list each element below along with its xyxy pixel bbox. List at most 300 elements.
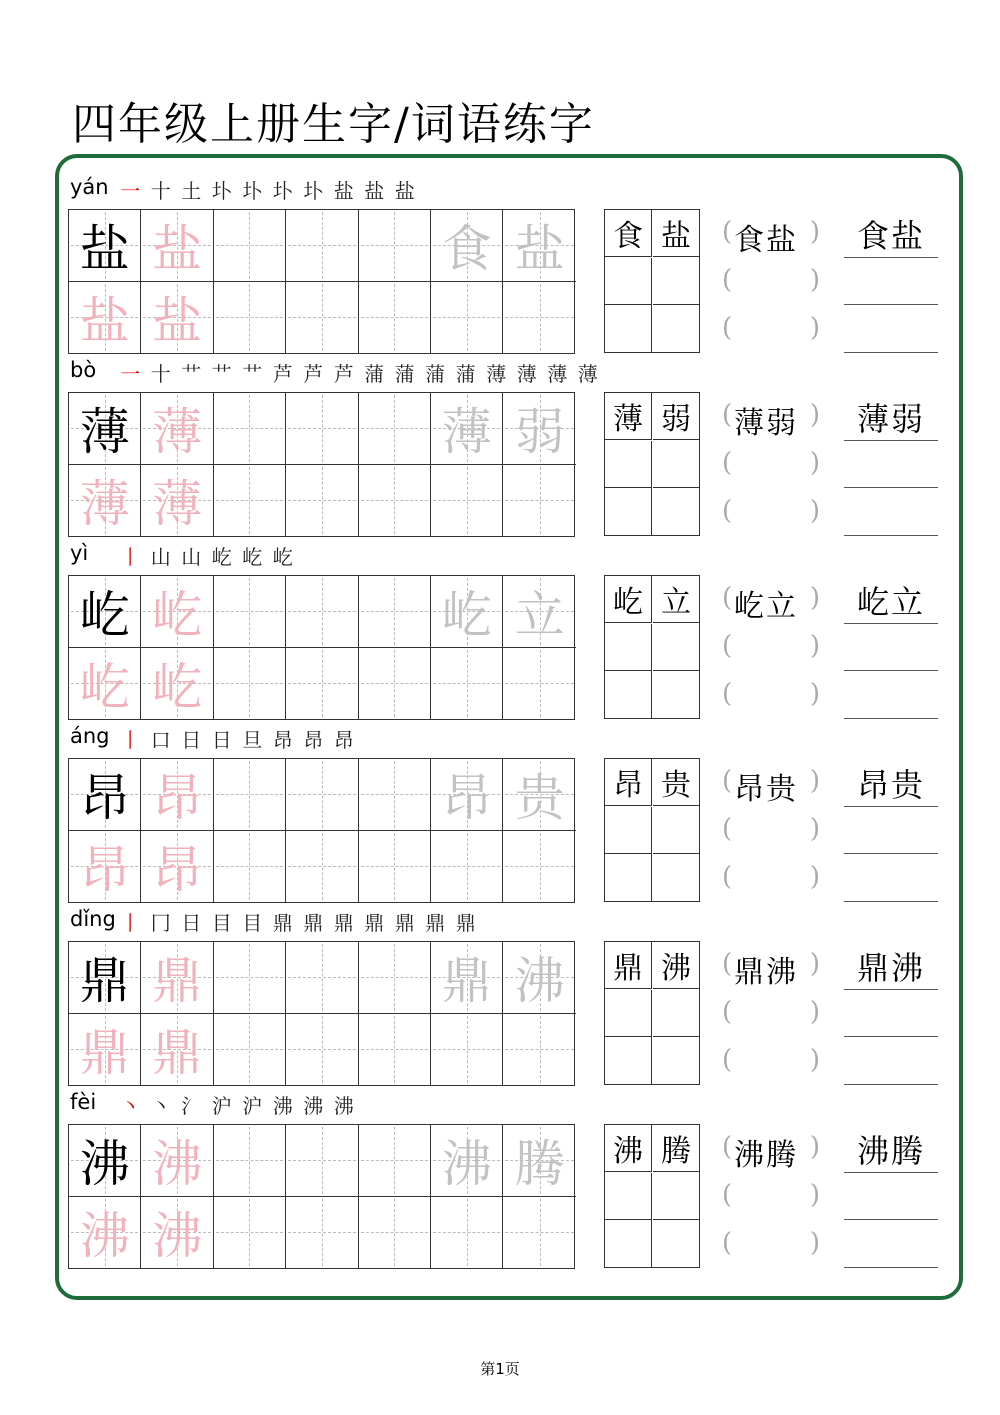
- right-bracket: ): [809, 949, 820, 979]
- practice-cell[interactable]: [503, 576, 575, 648]
- writing-line[interactable]: [844, 1219, 938, 1220]
- word-cell[interactable]: [653, 807, 700, 854]
- right-bracket: ): [809, 313, 820, 343]
- bracket-word: 鼎沸: [734, 955, 798, 990]
- underline-word: 昂贵: [844, 762, 938, 807]
- left-bracket: (: [722, 679, 733, 709]
- word-practice-grid: [604, 758, 700, 902]
- word-cell[interactable]: [653, 210, 700, 257]
- right-bracket: ): [809, 631, 820, 661]
- practice-cell[interactable]: [69, 1014, 141, 1086]
- practice-cell[interactable]: [359, 282, 431, 354]
- trace-character: 昂: [79, 841, 130, 900]
- practice-cell[interactable]: [431, 831, 503, 903]
- practice-cell[interactable]: [286, 210, 358, 282]
- bracket-answer: [722, 215, 820, 258]
- trace-character: 薄: [152, 403, 203, 462]
- word-practice-grid: [604, 209, 700, 353]
- stroke-step: 鼎: [455, 911, 476, 935]
- practice-cell[interactable]: [286, 831, 358, 903]
- word-cell[interactable]: [605, 1125, 652, 1172]
- practice-cell[interactable]: [286, 282, 358, 354]
- stroke-step: 目: [242, 911, 263, 935]
- stroke-step: 十: [150, 362, 171, 386]
- practice-cell[interactable]: [214, 1014, 286, 1086]
- word-character: 贵: [661, 768, 691, 804]
- stroke-step: 芦: [333, 362, 354, 386]
- practice-cell[interactable]: [431, 210, 503, 282]
- right-bracket: ): [809, 814, 820, 844]
- bracket-answer: [722, 764, 820, 807]
- underline-word: 鼎沸: [844, 945, 938, 990]
- practice-cell[interactable]: [214, 942, 286, 1014]
- stroke-step: 薄: [547, 362, 568, 386]
- practice-cell[interactable]: [431, 648, 503, 720]
- practice-cell[interactable]: [286, 576, 358, 648]
- practice-cell[interactable]: [286, 1125, 358, 1197]
- stroke-step: 芦: [303, 362, 324, 386]
- word-character: 屹: [613, 585, 643, 621]
- practice-cell[interactable]: [503, 759, 575, 831]
- practice-cell[interactable]: [286, 393, 358, 465]
- practice-cell[interactable]: [141, 576, 213, 648]
- practice-cell[interactable]: [69, 1197, 141, 1269]
- practice-cell[interactable]: [359, 942, 431, 1014]
- practice-cell[interactable]: [69, 393, 141, 465]
- word-cell[interactable]: [605, 576, 652, 623]
- trace-character: 沸: [79, 1207, 130, 1266]
- word-cell[interactable]: [605, 1037, 652, 1084]
- right-bracket: ): [809, 265, 820, 295]
- practice-cell[interactable]: [359, 648, 431, 720]
- practice-cell[interactable]: [359, 831, 431, 903]
- practice-cell[interactable]: [503, 648, 575, 720]
- word-cell[interactable]: [653, 854, 700, 901]
- trace-character: 盐: [152, 292, 203, 351]
- trace-character: 昂: [152, 841, 203, 900]
- word-cell[interactable]: [653, 942, 700, 989]
- bracket-answer[interactable]: [722, 311, 820, 351]
- stroke-step: 丶: [120, 1094, 141, 1118]
- trace-character: 鼎: [152, 1024, 203, 1083]
- word-practice-grid: [604, 392, 700, 536]
- bracket-answer: [722, 947, 820, 990]
- practice-cell[interactable]: [431, 1125, 503, 1197]
- left-bracket: (: [722, 997, 733, 1027]
- word-cell[interactable]: [653, 759, 700, 806]
- stroke-step: 昂: [333, 728, 354, 752]
- practice-cell[interactable]: [141, 942, 213, 1014]
- stroke-step: 一: [120, 362, 141, 386]
- practice-cell[interactable]: [141, 1014, 213, 1086]
- bracket-word: 沸腾: [734, 1138, 798, 1173]
- trace-character: 腾: [514, 1135, 565, 1194]
- trace-character: 沸: [441, 1135, 492, 1194]
- practice-cell[interactable]: [69, 1125, 141, 1197]
- stroke-step: 一: [120, 179, 141, 203]
- trace-character: 食: [441, 220, 492, 279]
- practice-cell[interactable]: [141, 465, 213, 537]
- stroke-step: 鼎: [364, 911, 385, 935]
- stroke-step: 口: [150, 728, 171, 752]
- practice-cell[interactable]: [214, 393, 286, 465]
- bracket-answer[interactable]: [722, 1043, 820, 1083]
- practice-cell[interactable]: [359, 210, 431, 282]
- model-character: 昂: [79, 769, 130, 828]
- word-cell[interactable]: [653, 576, 700, 623]
- word-cell[interactable]: [605, 488, 652, 535]
- left-bracket: (: [722, 400, 733, 430]
- writing-line[interactable]: [844, 535, 938, 536]
- word-cell[interactable]: [605, 210, 652, 257]
- stroke-step: 沸: [303, 1094, 324, 1118]
- trace-character: 屹: [152, 658, 203, 717]
- practice-cell[interactable]: [69, 576, 141, 648]
- left-bracket: (: [722, 448, 733, 478]
- practice-cell[interactable]: [359, 1197, 431, 1269]
- word-cell[interactable]: [605, 258, 652, 305]
- stroke-step: 鼎: [394, 911, 415, 935]
- right-bracket: ): [809, 1180, 820, 1210]
- writing-line[interactable]: [844, 853, 938, 854]
- trace-character: 昂: [152, 769, 203, 828]
- writing-line[interactable]: [844, 304, 938, 305]
- stroke-step: 蒲: [455, 362, 476, 386]
- pinyin-label: yì: [70, 541, 89, 565]
- practice-cell[interactable]: [214, 282, 286, 354]
- trace-character: 立: [514, 586, 565, 645]
- character-practice-grid: [68, 1124, 575, 1269]
- left-bracket: (: [722, 217, 733, 247]
- word-cell[interactable]: [605, 942, 652, 989]
- practice-cell[interactable]: [431, 1197, 503, 1269]
- pinyin-label: dǐng: [70, 907, 116, 931]
- practice-cell[interactable]: [214, 648, 286, 720]
- word-cell[interactable]: [605, 441, 652, 488]
- stroke-step: 昂: [303, 728, 324, 752]
- stroke-step: 圤: [272, 179, 293, 203]
- left-bracket: (: [722, 949, 733, 979]
- bracket-word: 屹立: [734, 589, 798, 624]
- bracket-answer: [722, 581, 820, 624]
- word-cell[interactable]: [605, 1173, 652, 1220]
- right-bracket: ): [809, 997, 820, 1027]
- practice-cell[interactable]: [359, 1014, 431, 1086]
- word-cell[interactable]: [605, 807, 652, 854]
- practice-cell[interactable]: [503, 465, 575, 537]
- left-bracket: (: [722, 1132, 733, 1162]
- practice-cell[interactable]: [286, 759, 358, 831]
- right-bracket: ): [809, 496, 820, 526]
- stroke-step: 屹: [272, 545, 293, 569]
- stroke-order: [115, 907, 481, 935]
- bracket-answer[interactable]: [722, 1226, 820, 1266]
- bracket-answer[interactable]: [722, 860, 820, 900]
- practice-cell[interactable]: [214, 465, 286, 537]
- left-bracket: (: [722, 1180, 733, 1210]
- practice-cell[interactable]: [503, 1125, 575, 1197]
- practice-cell[interactable]: [431, 1014, 503, 1086]
- practice-cell[interactable]: [141, 210, 213, 282]
- word-cell[interactable]: [653, 441, 700, 488]
- left-bracket: (: [722, 1228, 733, 1258]
- practice-cell[interactable]: [141, 393, 213, 465]
- practice-cell[interactable]: [214, 210, 286, 282]
- stroke-order: [115, 1090, 359, 1118]
- stroke-step: 山: [181, 545, 202, 569]
- stroke-step: 鼎: [272, 911, 293, 935]
- stroke-step: 盐: [394, 179, 415, 203]
- bracket-answer[interactable]: [722, 1178, 820, 1218]
- word-cell[interactable]: [653, 258, 700, 305]
- word-cell[interactable]: [605, 624, 652, 671]
- stroke-step: 薄: [486, 362, 507, 386]
- practice-cell[interactable]: [286, 1197, 358, 1269]
- stroke-step: 旦: [242, 728, 263, 752]
- bracket-answer[interactable]: [722, 263, 820, 303]
- practice-cell[interactable]: [141, 1125, 213, 1197]
- model-character: 鼎: [79, 952, 130, 1011]
- pinyin-label: fèi: [70, 1090, 97, 1114]
- practice-cell[interactable]: [431, 759, 503, 831]
- word-cell[interactable]: [653, 990, 700, 1037]
- practice-cell[interactable]: [286, 465, 358, 537]
- word-character: 沸: [613, 1134, 643, 1170]
- bracket-answer[interactable]: [722, 446, 820, 486]
- practice-cell[interactable]: [503, 942, 575, 1014]
- character-practice-grid: [68, 941, 575, 1086]
- stroke-order: [115, 358, 603, 386]
- practice-cell[interactable]: [214, 1125, 286, 1197]
- word-cell[interactable]: [653, 671, 700, 718]
- word-cell[interactable]: [653, 1125, 700, 1172]
- practice-cell[interactable]: [431, 282, 503, 354]
- word-cell[interactable]: [605, 1220, 652, 1267]
- practice-cell[interactable]: [69, 648, 141, 720]
- practice-cell[interactable]: [214, 759, 286, 831]
- trace-character: 薄: [79, 475, 130, 534]
- practice-cell[interactable]: [141, 831, 213, 903]
- word-practice-grid: [604, 941, 700, 1085]
- character-practice-grid: [68, 575, 575, 720]
- practice-cell[interactable]: [214, 576, 286, 648]
- trace-character: 屹: [152, 586, 203, 645]
- stroke-step: 日: [211, 728, 232, 752]
- bracket-answer[interactable]: [722, 812, 820, 852]
- stroke-step: 屹: [211, 545, 232, 569]
- word-cell[interactable]: [605, 990, 652, 1037]
- writing-line[interactable]: [844, 901, 938, 902]
- bracket-answer: [722, 398, 820, 441]
- practice-cell[interactable]: [141, 282, 213, 354]
- stroke-step: 沪: [242, 1094, 263, 1118]
- bracket-answer[interactable]: [722, 995, 820, 1035]
- model-character: 薄: [79, 403, 130, 462]
- trace-character: 薄: [441, 403, 492, 462]
- stroke-step: 十: [150, 179, 171, 203]
- stroke-step: 丶: [150, 1094, 171, 1118]
- stroke-order: [115, 541, 298, 569]
- trace-character: 盐: [152, 220, 203, 279]
- writing-line[interactable]: [844, 1036, 938, 1037]
- right-bracket: ): [809, 1132, 820, 1162]
- right-bracket: ): [809, 400, 820, 430]
- practice-cell[interactable]: [69, 831, 141, 903]
- left-bracket: (: [722, 814, 733, 844]
- practice-cell[interactable]: [503, 1197, 575, 1269]
- practice-cell[interactable]: [359, 393, 431, 465]
- stroke-step: 薄: [516, 362, 537, 386]
- character-practice-grid: [68, 392, 575, 537]
- stroke-step: 冂: [150, 911, 171, 935]
- stroke-step: 薄: [577, 362, 598, 386]
- right-bracket: ): [809, 1228, 820, 1258]
- right-bracket: ): [809, 679, 820, 709]
- stroke-order: [115, 724, 359, 752]
- writing-line[interactable]: [844, 670, 938, 671]
- practice-cell[interactable]: [69, 942, 141, 1014]
- character-practice-grid: [68, 209, 575, 354]
- page-title: 四年级上册生字/词语练字: [72, 99, 595, 150]
- bracket-answer[interactable]: [722, 629, 820, 669]
- word-cell[interactable]: [605, 854, 652, 901]
- stroke-step: 芦: [272, 362, 293, 386]
- practice-cell[interactable]: [431, 393, 503, 465]
- trace-character: 贵: [514, 769, 565, 828]
- writing-line[interactable]: [844, 718, 938, 719]
- trace-character: 鼎: [441, 952, 492, 1011]
- writing-line[interactable]: [844, 1267, 938, 1268]
- bracket-answer: [722, 1130, 820, 1173]
- practice-cell[interactable]: [431, 576, 503, 648]
- bracket-answer[interactable]: [722, 494, 820, 534]
- word-character: 昂: [613, 768, 643, 804]
- writing-line[interactable]: [844, 1084, 938, 1085]
- word-cell[interactable]: [653, 393, 700, 440]
- bracket-answer[interactable]: [722, 677, 820, 717]
- page-number: 第1页: [480, 1360, 520, 1378]
- right-bracket: ): [809, 217, 820, 247]
- practice-cell[interactable]: [69, 759, 141, 831]
- practice-cell[interactable]: [431, 942, 503, 1014]
- right-bracket: ): [809, 1045, 820, 1075]
- writing-line[interactable]: [844, 352, 938, 353]
- trace-character: 屹: [441, 586, 492, 645]
- practice-cell[interactable]: [141, 1197, 213, 1269]
- stroke-step: 氵: [181, 1094, 202, 1118]
- practice-cell[interactable]: [141, 759, 213, 831]
- right-bracket: ): [809, 448, 820, 478]
- trace-character: 鼎: [152, 952, 203, 1011]
- word-practice-grid: [604, 1124, 700, 1268]
- practice-cell[interactable]: [503, 831, 575, 903]
- bracket-word: 食盐: [734, 223, 798, 258]
- left-bracket: (: [722, 631, 733, 661]
- left-bracket: (: [722, 1045, 733, 1075]
- trace-character: 沸: [514, 952, 565, 1011]
- word-cell[interactable]: [653, 1037, 700, 1084]
- stroke-step: 圤: [211, 179, 232, 203]
- practice-cell[interactable]: [359, 465, 431, 537]
- stroke-step: 昂: [272, 728, 293, 752]
- pinyin-label: bò: [70, 358, 97, 382]
- model-character: 盐: [79, 220, 130, 279]
- word-character: 弱: [661, 402, 691, 438]
- word-cell[interactable]: [605, 393, 652, 440]
- practice-cell[interactable]: [69, 210, 141, 282]
- word-cell[interactable]: [653, 1220, 700, 1267]
- practice-cell[interactable]: [69, 282, 141, 354]
- stroke-step: 艹: [211, 362, 232, 386]
- trace-character: 沸: [152, 1135, 203, 1194]
- practice-cell[interactable]: [69, 465, 141, 537]
- practice-cell[interactable]: [141, 648, 213, 720]
- right-bracket: ): [809, 862, 820, 892]
- practice-cell[interactable]: [359, 576, 431, 648]
- word-cell[interactable]: [653, 488, 700, 535]
- practice-cell[interactable]: [214, 831, 286, 903]
- stroke-step: 日: [181, 911, 202, 935]
- trace-character: 盐: [79, 292, 130, 351]
- word-cell[interactable]: [653, 624, 700, 671]
- underline-word: 食盐: [844, 213, 938, 258]
- stroke-step: 山: [150, 545, 171, 569]
- word-cell[interactable]: [605, 671, 652, 718]
- practice-cell[interactable]: [286, 942, 358, 1014]
- model-character: 屹: [79, 586, 130, 645]
- trace-character: 鼎: [79, 1024, 130, 1083]
- practice-cell[interactable]: [286, 648, 358, 720]
- word-character: 沸: [661, 951, 691, 987]
- trace-character: 昂: [441, 769, 492, 828]
- practice-cell[interactable]: [359, 1125, 431, 1197]
- left-bracket: (: [722, 862, 733, 892]
- word-character: 食: [613, 219, 643, 255]
- trace-character: 弱: [514, 403, 565, 462]
- practice-cell[interactable]: [503, 282, 575, 354]
- stroke-step: 丨: [120, 545, 141, 569]
- left-bracket: (: [722, 265, 733, 295]
- practice-cell[interactable]: [286, 1014, 358, 1086]
- underline-word: 薄弱: [844, 396, 938, 441]
- word-cell[interactable]: [653, 305, 700, 352]
- writing-line[interactable]: [844, 487, 938, 488]
- underline-word: 屹立: [844, 579, 938, 624]
- trace-character: 薄: [152, 475, 203, 534]
- stroke-step: 艹: [181, 362, 202, 386]
- stroke-step: 沸: [272, 1094, 293, 1118]
- word-character: 腾: [661, 1134, 691, 1170]
- word-cell[interactable]: [605, 759, 652, 806]
- pinyin-label: yán: [70, 175, 109, 199]
- right-bracket: ): [809, 583, 820, 613]
- stroke-step: 日: [181, 728, 202, 752]
- word-character: 立: [661, 585, 691, 621]
- practice-cell[interactable]: [359, 759, 431, 831]
- practice-cell[interactable]: [431, 465, 503, 537]
- practice-cell[interactable]: [503, 393, 575, 465]
- right-bracket: ): [809, 766, 820, 796]
- practice-cell[interactable]: [503, 1014, 575, 1086]
- stroke-step: 圤: [303, 179, 324, 203]
- stroke-step: 蒲: [364, 362, 385, 386]
- word-cell[interactable]: [653, 1173, 700, 1220]
- stroke-step: 盐: [333, 179, 354, 203]
- practice-cell[interactable]: [503, 210, 575, 282]
- word-cell[interactable]: [605, 305, 652, 352]
- stroke-step: 鼎: [303, 911, 324, 935]
- practice-cell[interactable]: [214, 1197, 286, 1269]
